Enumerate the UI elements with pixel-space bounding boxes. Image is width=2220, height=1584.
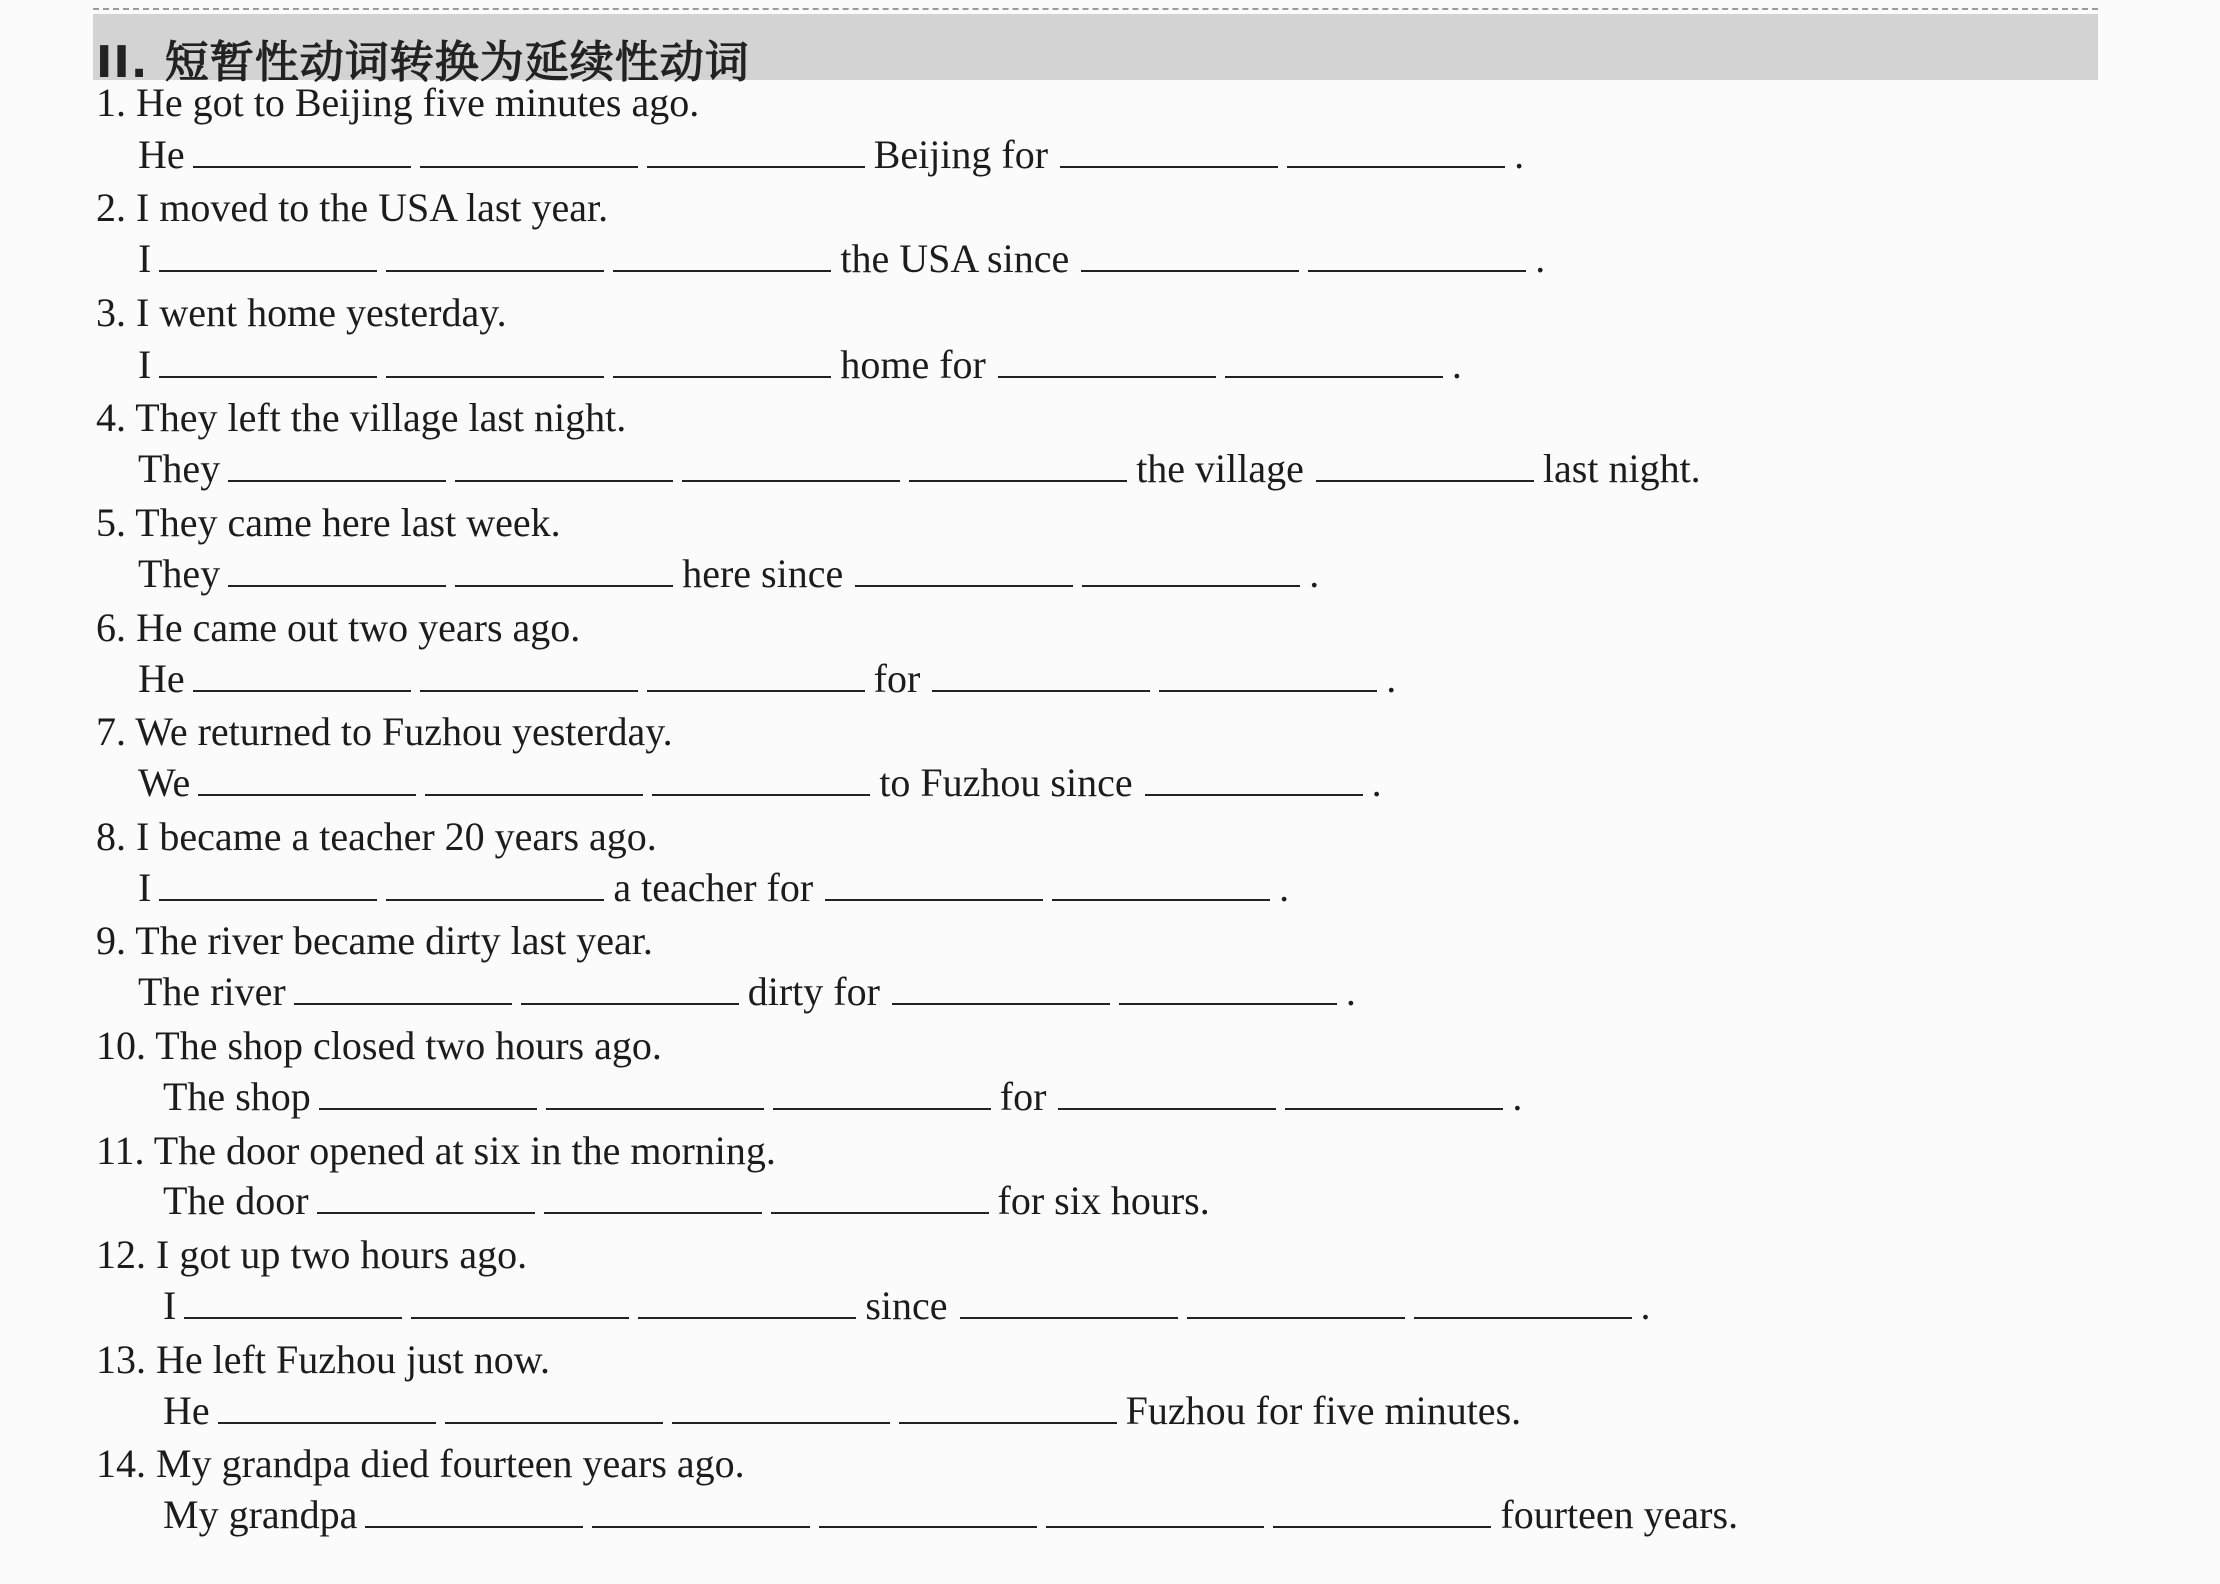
answer-blank[interactable]: [960, 1285, 1178, 1319]
answer-blank[interactable]: [1273, 1494, 1491, 1528]
answer-subject: The river: [138, 969, 286, 1014]
answer-subject: They: [138, 551, 221, 596]
answer-blank[interactable]: [455, 448, 673, 482]
answer-subject: I: [138, 342, 152, 387]
answer-blank[interactable]: [1414, 1285, 1632, 1319]
answer-line: [138, 342, 1462, 388]
answer-subject: My grandpa: [163, 1492, 358, 1537]
question-text: 4. They left the village last night.: [96, 395, 627, 440]
answer-text: Fuzhou for five minutes.: [1125, 1388, 1522, 1433]
question-text: 2. I moved to the USA last year.: [96, 185, 609, 230]
answer-blank[interactable]: [647, 658, 865, 692]
answer-blank[interactable]: [218, 1390, 436, 1424]
answer-blank[interactable]: [613, 238, 831, 272]
question-text: 8. I became a teacher 20 years ago.: [96, 814, 657, 859]
answer-ending: .: [1535, 236, 1546, 281]
question-text: 5. They came here last week.: [96, 500, 561, 545]
answer-blank[interactable]: [159, 344, 377, 378]
answer-blank[interactable]: [228, 448, 446, 482]
answer-blank[interactable]: [1159, 658, 1377, 692]
answer-blank[interactable]: [892, 971, 1110, 1005]
answer-subject: The shop: [163, 1074, 311, 1119]
question-text: 12. I got up two hours ago.: [96, 1232, 528, 1277]
answer-line: [163, 1074, 1522, 1120]
answer-blank[interactable]: [1308, 238, 1526, 272]
question-text: 11. The door opened at six in the morning.: [96, 1128, 776, 1173]
answer-text: for: [999, 1074, 1047, 1119]
answer-text: dirty for: [747, 969, 880, 1014]
answer-text: Beijing for: [873, 132, 1049, 177]
answer-line: [138, 551, 1319, 597]
answer-ending: .: [1451, 342, 1462, 387]
answer-blank[interactable]: [198, 762, 416, 796]
answer-text: here since: [682, 551, 844, 596]
answer-ending: .: [1279, 865, 1290, 910]
answer-text: for: [873, 656, 921, 701]
answer-blank[interactable]: [1052, 867, 1270, 901]
answer-blank[interactable]: [638, 1285, 856, 1319]
answer-blank[interactable]: [420, 658, 638, 692]
answer-line: [163, 1388, 1533, 1434]
answer-line: [138, 656, 1396, 702]
question-text: 7. We returned to Fuzhou yesterday.: [96, 709, 673, 754]
answer-blank[interactable]: [544, 1180, 762, 1214]
answer-line: [138, 236, 1545, 282]
answer-blank[interactable]: [1316, 448, 1534, 482]
answer-subject: He: [138, 132, 185, 177]
answer-line: [163, 1492, 1750, 1538]
answer-line: [163, 1178, 1222, 1224]
answer-line: [138, 132, 1524, 178]
question-text: 9. The river became dirty last year.: [96, 918, 653, 963]
question-text: 13. He left Fuzhou just now.: [96, 1337, 551, 1382]
answer-blank[interactable]: [159, 238, 377, 272]
answer-ending: .: [1386, 656, 1397, 701]
answer-blank[interactable]: [445, 1390, 663, 1424]
answer-blank[interactable]: [855, 553, 1073, 587]
answer-blank[interactable]: [1187, 1285, 1405, 1319]
answer-blank[interactable]: [682, 448, 900, 482]
answer-line: [138, 760, 1382, 806]
answer-blank[interactable]: [1058, 1076, 1276, 1110]
answer-blank[interactable]: [317, 1180, 535, 1214]
answer-blank[interactable]: [521, 971, 739, 1005]
answer-line: [163, 1283, 1651, 1329]
answer-blank[interactable]: [319, 1076, 537, 1110]
answer-ending: .: [1640, 1283, 1651, 1328]
answer-ending: .: [1345, 969, 1356, 1014]
question-text: 14. My grandpa died fourteen years ago.: [96, 1441, 745, 1486]
answer-blank[interactable]: [819, 1494, 1037, 1528]
answer-blank[interactable]: [193, 134, 411, 168]
answer-blank[interactable]: [899, 1390, 1117, 1424]
answer-blank[interactable]: [672, 1390, 890, 1424]
answer-subject: We: [138, 760, 191, 805]
answer-blank[interactable]: [1287, 134, 1505, 168]
answer-blank[interactable]: [1145, 762, 1363, 796]
answer-blank[interactable]: [652, 762, 870, 796]
answer-blank[interactable]: [998, 344, 1216, 378]
answer-blank[interactable]: [1285, 1076, 1503, 1110]
question-text: 10. The shop closed two hours ago.: [96, 1023, 662, 1068]
answer-text: to Fuzhou since: [879, 760, 1133, 805]
answer-line: [138, 446, 1701, 492]
answer-text: fourteen years.: [1500, 1492, 1739, 1537]
answer-blank[interactable]: [909, 448, 1127, 482]
answer-line: [138, 969, 1356, 1015]
answer-subject: They: [138, 446, 221, 491]
answer-ending: .: [1371, 760, 1382, 805]
answer-blank[interactable]: [420, 134, 638, 168]
answer-text: for six hours.: [997, 1178, 1210, 1223]
answer-blank[interactable]: [1081, 238, 1299, 272]
top-dashed-border: [93, 8, 2098, 10]
answer-blank[interactable]: [1060, 134, 1278, 168]
answer-blank[interactable]: [228, 553, 446, 587]
answer-blank[interactable]: [1046, 1494, 1264, 1528]
answer-text: the village: [1136, 446, 1304, 491]
answer-ending: .: [1514, 132, 1525, 177]
question-text: 1. He got to Beijing five minutes ago.: [96, 80, 700, 125]
answer-blank[interactable]: [386, 344, 604, 378]
answer-ending: .: [1512, 1074, 1523, 1119]
answer-subject: I: [138, 865, 152, 910]
answer-text: home for: [840, 342, 986, 387]
section-title: II. 短暂性动词转换为延续性动词: [96, 37, 750, 88]
question-text: 3. I went home yesterday.: [96, 290, 507, 335]
answer-blank[interactable]: [425, 762, 643, 796]
answer-blank[interactable]: [193, 658, 411, 692]
answer-blank[interactable]: [1119, 971, 1337, 1005]
answer-blank[interactable]: [184, 1285, 402, 1319]
answer-blank[interactable]: [386, 238, 604, 272]
answer-subject: He: [138, 656, 185, 701]
answer-subject: He: [163, 1388, 210, 1433]
answer-blank[interactable]: [386, 867, 604, 901]
answer-blank[interactable]: [647, 134, 865, 168]
answer-subject: I: [163, 1283, 177, 1328]
answer-blank[interactable]: [294, 971, 512, 1005]
answer-blank[interactable]: [1225, 344, 1443, 378]
answer-blank[interactable]: [411, 1285, 629, 1319]
answer-text: a teacher for: [613, 865, 814, 910]
answer-blank[interactable]: [365, 1494, 583, 1528]
answer-blank[interactable]: [1082, 553, 1300, 587]
answer-blank[interactable]: [932, 658, 1150, 692]
answer-blank[interactable]: [546, 1076, 764, 1110]
answer-text: since: [865, 1283, 948, 1328]
answer-blank[interactable]: [825, 867, 1043, 901]
answer-blank[interactable]: [613, 344, 831, 378]
answer-ending: .: [1309, 551, 1320, 596]
answer-blank[interactable]: [592, 1494, 810, 1528]
answer-blank[interactable]: [455, 553, 673, 587]
question-text: 6. He came out two years ago.: [96, 605, 581, 650]
answer-subject: The door: [163, 1178, 309, 1223]
answer-blank[interactable]: [159, 867, 377, 901]
answer-subject: I: [138, 236, 152, 281]
answer-ending: last night.: [1542, 446, 1701, 491]
answer-text: the USA since: [840, 236, 1070, 281]
answer-blank[interactable]: [773, 1076, 991, 1110]
answer-blank[interactable]: [771, 1180, 989, 1214]
answer-line: [138, 865, 1289, 911]
